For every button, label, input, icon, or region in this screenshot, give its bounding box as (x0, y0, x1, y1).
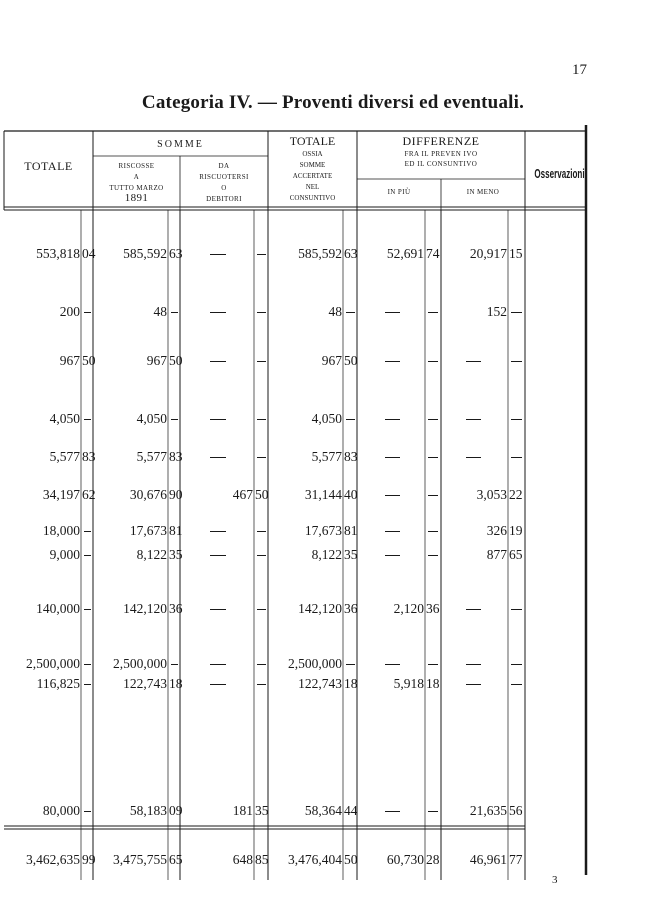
row-4-in-piu-dash (385, 419, 400, 420)
row-7-in-meno-lire: 326 (486, 523, 507, 538)
header-in-piu: IN PIÙ (387, 188, 411, 196)
totals-row-debitori-cents: 85 (255, 852, 269, 867)
row-7-totale-lire: 18,000 (42, 523, 80, 538)
row-3-riscosse-cents: 50 (169, 353, 183, 368)
totals-row-riscosse-cents: 65 (169, 852, 183, 867)
row-2-consuntivo-cents-dash (346, 312, 355, 313)
row-2-totale-lire: 200 (59, 304, 80, 319)
row-9-riscosse-cents: 36 (169, 601, 183, 616)
row-5-consuntivo-cents: 83 (344, 449, 358, 464)
row-8-riscosse-lire: 8,122 (136, 547, 167, 562)
row-5-in-meno-cents-dash (511, 457, 522, 458)
row-6-in-meno-lire: 3,053 (476, 487, 507, 502)
header-da-line-1: DA (218, 162, 230, 170)
row-1-in-meno-cents: 15 (509, 246, 523, 261)
row-8-in-meno-cents: 65 (509, 547, 523, 562)
row-6-debitori-lire: 467 (232, 487, 253, 502)
row-8-debitori-dash (210, 555, 226, 556)
row-6-consuntivo-lire: 31,144 (304, 487, 342, 502)
row-2-riscosse-cents-dash (171, 312, 178, 313)
row-5-totale-lire: 5,577 (49, 449, 80, 464)
row-6-debitori-cents: 50 (255, 487, 269, 502)
row-1-riscosse-lire: 585,592 (123, 246, 167, 261)
row-7-in-meno-cents: 19 (509, 523, 523, 538)
row-8-in-meno-lire: 877 (486, 547, 507, 562)
row-8-totale-lire: 9,000 (49, 547, 80, 562)
row-9-consuntivo-lire: 142,120 (298, 601, 342, 616)
row-1-in-piu-lire: 52,691 (386, 246, 424, 261)
row-7-riscosse-cents: 81 (169, 523, 183, 538)
row-8-in-piu-dash (385, 555, 400, 556)
row-8-consuntivo-cents: 35 (344, 547, 358, 562)
row-1-consuntivo-lire: 585,592 (298, 246, 342, 261)
row-11-consuntivo-lire: 122,743 (298, 676, 342, 691)
totals-row-in-piu-lire: 60,730 (386, 852, 424, 867)
row-3-totale-lire: 967 (59, 353, 80, 368)
row-6-totale-lire: 34,197 (42, 487, 80, 502)
row-5-in-piu-cents-dash (428, 457, 438, 458)
row-2-in-meno-lire: 152 (486, 304, 507, 319)
row-4-totale-lire: 4,050 (49, 411, 80, 426)
row-5-debitori-dash (210, 457, 226, 458)
row-2-riscosse-lire: 48 (153, 304, 167, 319)
totals-row-consuntivo-lire: 3,476,404 (288, 852, 342, 867)
row-7-consuntivo-cents: 81 (344, 523, 358, 538)
sheet-mark: 3 (552, 874, 558, 886)
header-osservazioni: Osservazioni (533, 165, 585, 181)
header-riscosse (93, 162, 180, 205)
row-3-in-piu-cents-dash (428, 361, 438, 362)
header-riscosse-year: 1891 (124, 192, 149, 205)
row-9-riscosse-lire: 142,120 (123, 601, 167, 616)
page-number: 17 (572, 62, 587, 78)
row-2-debitori-dash (210, 312, 226, 313)
header-tot-line-4: ACCERTATE (292, 171, 333, 180)
row-10-in-meno-dash (466, 664, 481, 665)
header-tot-line-2: OSSIA (302, 149, 323, 158)
row-9-debitori-dash (210, 609, 226, 610)
totals-row-in-piu-cents: 28 (426, 852, 440, 867)
header-tot-line-6: CONSUNTIVO (289, 193, 336, 202)
row-12-consuntivo-lire: 58,364 (304, 803, 342, 818)
row-3-in-meno-dash (466, 361, 481, 362)
totals-row-debitori-lire: 648 (232, 852, 253, 867)
row-3-consuntivo-cents: 50 (344, 353, 358, 368)
row-9-in-meno-cents-dash (511, 609, 522, 610)
row-10-riscosse-lire: 2,500,000 (113, 656, 167, 671)
row-11-debitori-dash (210, 684, 226, 685)
row-3-riscosse-lire: 967 (146, 353, 167, 368)
row-7-debitori-dash (210, 531, 226, 532)
row-4-consuntivo-cents-dash (346, 419, 355, 420)
row-5-in-piu-dash (385, 457, 400, 458)
row-5-totale-cents: 83 (82, 449, 96, 464)
row-12-debitori-cents: 35 (255, 803, 269, 818)
row-4-riscosse-cents-dash (171, 419, 178, 420)
row-11-in-meno-dash (466, 684, 481, 685)
row-12-debitori-lire: 181 (232, 803, 253, 818)
row-12-in-meno-cents: 56 (509, 803, 523, 818)
header-in-meno: IN MENO (466, 188, 500, 196)
header-diff-line-3: ED IL CONSUNTIVO (404, 159, 478, 168)
header-da-line-4: DEBITORI (206, 195, 242, 204)
header-differenze (357, 135, 525, 168)
row-1-riscosse-cents: 63 (169, 246, 183, 261)
row-10-riscosse-cents-dash (171, 664, 178, 665)
row-7-riscosse-lire: 17,673 (129, 523, 167, 538)
row-1-debitori-dash (210, 254, 226, 255)
row-9-in-meno-dash (466, 609, 481, 610)
totals-row-in-meno-cents: 77 (509, 852, 523, 867)
row-9-in-piu-cents: 36 (426, 601, 440, 616)
header-riscosse-line-2: A (133, 173, 140, 182)
row-8-consuntivo-lire: 8,122 (311, 547, 342, 562)
row-2-in-meno-cents-dash (511, 312, 522, 313)
row-6-totale-cents: 62 (82, 487, 96, 502)
row-1-consuntivo-cents: 63 (344, 246, 358, 261)
row-4-debitori-dash (210, 419, 226, 420)
row-10-in-meno-cents-dash (511, 664, 522, 665)
row-3-consuntivo-lire: 967 (321, 353, 342, 368)
row-5-in-meno-dash (466, 457, 481, 458)
row-3-in-meno-cents-dash (511, 361, 522, 362)
row-4-riscosse-lire: 4,050 (136, 411, 167, 426)
row-9-totale-lire: 140,000 (36, 601, 80, 616)
header-totale: TOTALE (24, 159, 73, 173)
row-2-in-piu-dash (385, 312, 400, 313)
row-6-consuntivo-cents: 40 (344, 487, 358, 502)
row-2-consuntivo-lire: 48 (328, 304, 342, 319)
row-10-in-piu-cents-dash (428, 664, 438, 665)
row-12-riscosse-cents: 09 (169, 803, 183, 818)
row-3-totale-cents: 50 (82, 353, 96, 368)
row-6-riscosse-lire: 30,676 (129, 487, 167, 502)
row-10-consuntivo-lire: 2,500,000 (288, 656, 342, 671)
header-tot-line-3: SOMME (299, 160, 326, 169)
totals-row-riscosse-lire: 3,475,755 (113, 852, 167, 867)
totals-row-totale-lire: 3,462,635 (26, 852, 80, 867)
row-1-in-piu-cents: 74 (426, 246, 440, 261)
header-da-riscuotersi (180, 162, 268, 203)
row-4-in-meno-dash (466, 419, 481, 420)
row-12-riscosse-lire: 58,183 (129, 803, 167, 818)
row-12-in-meno-lire: 21,635 (469, 803, 507, 818)
header-somme: SOMME (157, 139, 204, 150)
row-9-consuntivo-cents: 36 (344, 601, 358, 616)
row-10-debitori-dash (210, 664, 226, 665)
row-5-consuntivo-lire: 5,577 (311, 449, 342, 464)
header-diff-line-2: FRA IL PREVEN IVO (404, 149, 478, 158)
row-7-consuntivo-lire: 17,673 (304, 523, 342, 538)
row-11-in-piu-lire: 5,918 (393, 676, 424, 691)
totals-row-consuntivo-cents: 50 (344, 852, 358, 867)
header-tot-line-5: NEL (305, 182, 320, 191)
row-3-in-piu-dash (385, 361, 400, 362)
totals-row-in-meno-lire: 46,961 (469, 852, 507, 867)
row-1-in-meno-lire: 20,917 (469, 246, 507, 261)
category-title: Categoria IV. — Proventi diversi ed eventuali. (141, 92, 525, 113)
header-diff-line-1: DIFFERENZE (402, 134, 480, 148)
row-6-in-piu-dash (385, 495, 400, 496)
row-4-in-piu-cents-dash (428, 419, 438, 420)
row-5-riscosse-lire: 5,577 (136, 449, 167, 464)
row-12-in-piu-dash (385, 811, 400, 812)
row-10-totale-lire: 2,500,000 (26, 656, 80, 671)
row-11-riscosse-cents: 18 (169, 676, 183, 691)
row-1-totale-lire: 553,818 (36, 246, 80, 261)
row-12-consuntivo-cents: 44 (344, 803, 358, 818)
row-11-riscosse-lire: 122,743 (123, 676, 167, 691)
row-10-in-piu-dash (385, 664, 400, 665)
header-tot-line-1: TOTALE (289, 134, 336, 148)
row-6-riscosse-cents: 90 (169, 487, 183, 502)
row-11-totale-lire: 116,825 (36, 676, 80, 691)
row-8-riscosse-cents: 35 (169, 547, 183, 562)
header-totale-consuntivo (268, 135, 357, 202)
row-6-in-meno-cents: 22 (509, 487, 523, 502)
row-12-totale-lire: 80,000 (42, 803, 80, 818)
row-1-totale-cents: 04 (82, 246, 96, 261)
row-10-consuntivo-cents-dash (346, 664, 355, 665)
row-4-consuntivo-lire: 4,050 (311, 411, 342, 426)
row-9-in-piu-lire: 2,120 (393, 601, 424, 616)
row-4-in-meno-cents-dash (511, 419, 522, 420)
row-11-in-piu-cents: 18 (426, 676, 440, 691)
row-11-in-meno-cents-dash (511, 684, 522, 685)
header-da-line-2: RISCUOTERSI (199, 173, 249, 182)
header-riscosse-line-3: TUTTO MARZO (109, 184, 164, 193)
row-7-in-piu-dash (385, 531, 400, 532)
row-5-riscosse-cents: 83 (169, 449, 183, 464)
row-3-debitori-dash (210, 361, 226, 362)
totals-row-totale-cents: 99 (82, 852, 96, 867)
header-da-line-3: O (221, 184, 227, 193)
header-riscosse-line-1: RISCOSSE (118, 162, 155, 170)
row-11-consuntivo-cents: 18 (344, 676, 358, 691)
